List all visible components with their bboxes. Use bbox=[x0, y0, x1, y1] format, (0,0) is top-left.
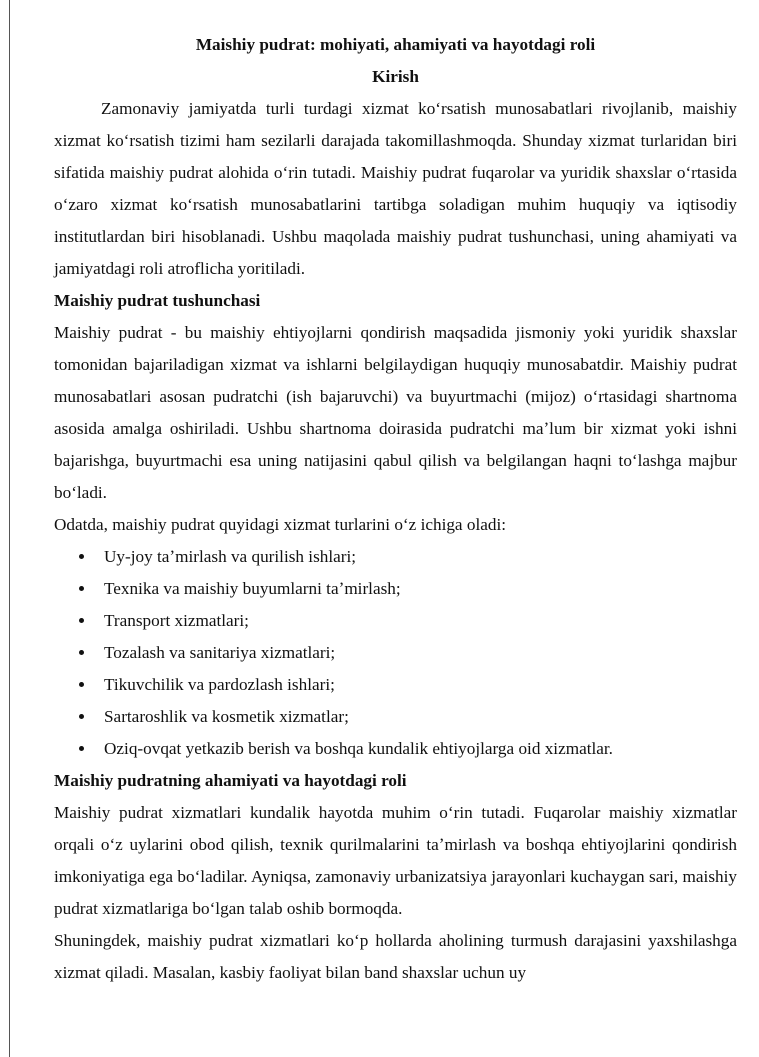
list-item bbox=[54, 573, 737, 605]
section1-paragraph: Maishiy pudrat - bu maishiy ehtiyojlarni qondirish maqsadida jismoniy yoki yuridik shaxslar tomonidan bajariladigan xizmat va ishlarni belgilaydigan huquqiy munosabatdir. Maishiy pudrat munosabatlari asosan pudratchi (ish bajaruvchi) va buyurtmachi (mijoz) oʻrtasidagi shartnoma asosida amalga oshiriladi. Ushbu shartnoma doirasida pudratchi maʼlum bir xizmat yoki ishni bajarishga, buyurtmachi esa uning natijasini qabul qilish va belgilangan haqni toʻlashga majbur boʻladi. bbox=[54, 323, 737, 502]
list-item bbox=[54, 605, 737, 637]
list-item-text: Oziq-ovqat yetkazib berish va boshqa kundalik ehtiyojlarga oid xizmatlar. bbox=[104, 739, 613, 758]
section1-heading: Maishiy pudrat tushunchasi bbox=[54, 291, 261, 310]
list-item bbox=[54, 637, 737, 669]
section2-paragraph-2: Shuningdek, maishiy pudrat xizmatlari koʻp hollarda aholining turmush darajasini yaxshilashga xizmat qiladi. Masalan, kasbiy faoliyat bilan band shaxslar uchun uy bbox=[54, 931, 737, 982]
bullet-icon bbox=[79, 650, 84, 655]
list-item-text: Texnika va maishiy buyumlarni taʼmirlash; bbox=[104, 579, 401, 598]
section2-heading: Maishiy pudratning ahamiyati va hayotdagi roli bbox=[54, 771, 407, 790]
page-left-edge bbox=[9, 0, 10, 1057]
list-item bbox=[54, 733, 737, 765]
list-item-text: Sartaroshlik va kosmetik xizmatlar; bbox=[104, 707, 349, 726]
list-item-text: Transport xizmatlari; bbox=[104, 611, 249, 630]
list-item-text: Tozalash va sanitariya xizmatlari; bbox=[104, 643, 336, 662]
document-title: Maishiy pudrat: mohiyati, ahamiyati va hayotdagi roli bbox=[195, 35, 596, 54]
bullet-icon bbox=[79, 682, 84, 687]
list-item bbox=[54, 669, 737, 701]
document-body bbox=[54, 29, 737, 989]
bullet-icon bbox=[79, 714, 84, 719]
bullet-icon bbox=[79, 746, 84, 751]
list-item bbox=[54, 541, 737, 573]
section2-paragraph-1: Maishiy pudrat xizmatlari kundalik hayotda muhim oʻrin tutadi. Fuqarolar maishiy xizmatlar orqali oʻz uylarini obod qilish, texnik qurilmalarini taʼmirlash va boshqa ehtiyojlarini qondirish imkoniyatiga ega boʻladilar. Ayniqsa, zamonaviy urbanizatsiya jarayonlari kuchaygan sari, maishiy pudrat xizmatlariga boʻlgan talab oshib bormoqda. bbox=[54, 803, 737, 918]
list-item bbox=[54, 701, 737, 733]
intro-paragraph: Zamonaviy jamiyatda turli turdagi xizmat koʻrsatish munosabatlari rivojlanib, maishiy xizmat koʻrsatish tizimi ham sezilarli darajada takomillashmoqda. Shunday xizmat turlaridan biri sifatida maishiy pudrat alohida oʻrin tutadi. Maishiy pudrat fuqarolar va yuridik shaxslar oʻrtasida oʻzaro xizmat koʻrsatish munosabatlarini tartibga soladigan muhim huquqiy va iqtisodiy institutlardan biri hisoblanadi. Ushbu maqolada maishiy pudrat tushunchasi, uning ahamiyati va jamiyatdagi roli atroflicha yoritiladi. bbox=[54, 99, 737, 278]
bullet-icon bbox=[79, 618, 84, 623]
list-item-text: Tikuvchilik va pardozlash ishlari; bbox=[104, 675, 335, 694]
bullet-icon bbox=[79, 586, 84, 591]
intro-heading: Kirish bbox=[372, 67, 419, 86]
services-list bbox=[54, 541, 737, 765]
bullet-icon bbox=[79, 554, 84, 559]
list-item-text: Uy-joy taʼmirlash va qurilish ishlari; bbox=[104, 547, 357, 566]
list-intro: Odatda, maishiy pudrat quyidagi xizmat turlarini oʻz ichiga oladi: bbox=[54, 515, 507, 534]
